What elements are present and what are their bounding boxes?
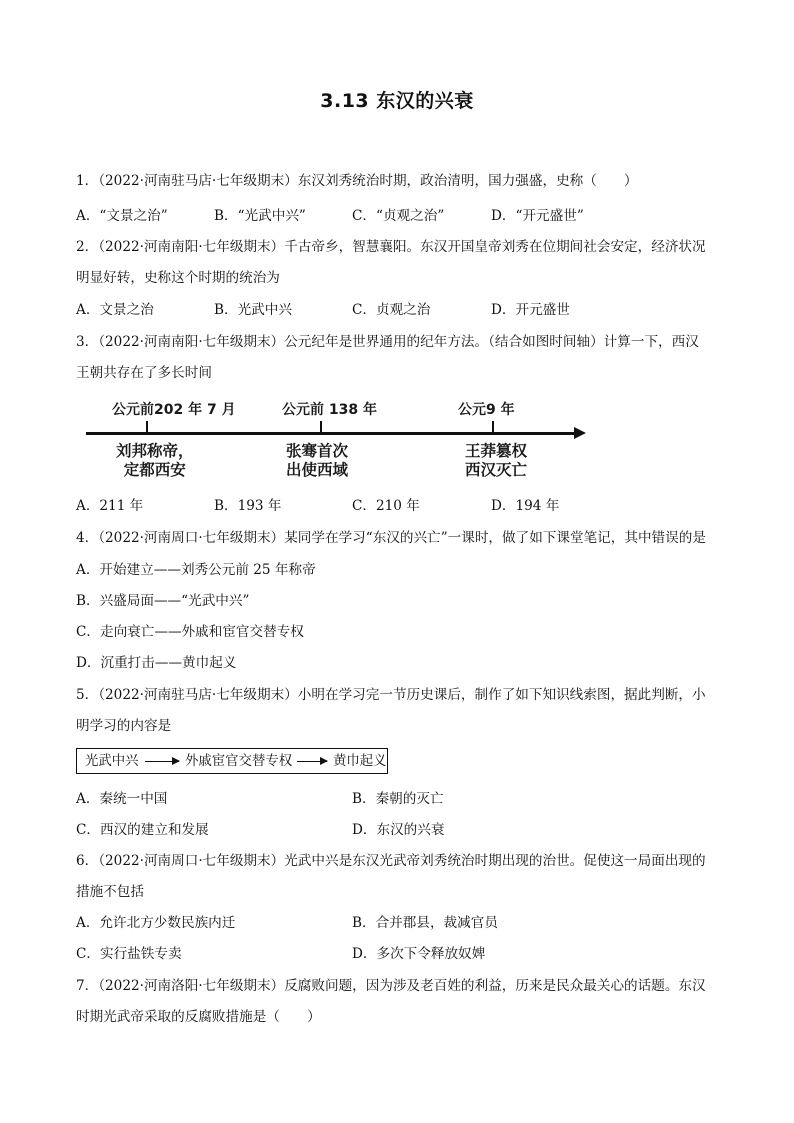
question-3-text: 3．（2022·河南南阳·七年级期末）公元纪年是世界通用的纪年方法。（结合如图时间轴）计算一下，西汉	[76, 334, 699, 350]
flow-arrow-icon	[297, 761, 327, 762]
flow-step-1: 光武中兴	[85, 754, 139, 769]
timeline-arrow-head	[574, 427, 586, 439]
question-5-text: 5．（2022·河南驻马店·七年级期末）小明在学习完一节历史课后，制作了如下知识线索图，据此判断，小	[76, 687, 706, 703]
question-1-option-b[interactable]: B．“光武中兴”	[214, 208, 306, 224]
timeline-event-3-line-1: 王莽篡权	[465, 442, 528, 460]
question-6-option-d[interactable]: D．多次下令释放奴婢	[352, 946, 486, 962]
question-6-text: 6．（2022·河南周口·七年级期末）光武中兴是东汉光武帝刘秀统治时期出现的治世。促使这一局面出现的	[76, 853, 706, 869]
question-6-option-a[interactable]: A．允许北方少数民族内迁	[76, 915, 236, 931]
question-3-option-c[interactable]: C．210 年	[352, 498, 420, 514]
timeline-date-1: 公元前202 年 7 月	[112, 402, 236, 418]
timeline-event-1	[116, 442, 194, 480]
question-4-option-a[interactable]: A．开始建立——刘秀公元前 25 年称帝	[76, 562, 316, 578]
flow-step-2: 外戚宦官交替专权	[185, 754, 293, 769]
question-2-option-c[interactable]: C．贞观之治	[352, 302, 431, 318]
page-title: 3.13 东汉的兴衰	[320, 90, 474, 112]
question-5-text-cont: 明学习的内容是	[76, 718, 172, 734]
question-4-text: 4．（2022·河南周口·七年级期末）某同学在学习“东汉的兴亡”一课时，做了如下课堂笔记，其中错误的是	[76, 530, 706, 546]
question-2-option-a[interactable]: A．文景之治	[76, 302, 154, 318]
timeline-event-1-line-1: 刘邦称帝，	[116, 442, 194, 460]
question-6-text-cont: 措施不包括	[76, 884, 144, 900]
timeline-figure	[82, 396, 592, 486]
question-3-text-cont: 王朝共存在了多长时间	[76, 365, 212, 381]
question-2-text-cont: 明显好转，史称这个时期的统治为	[76, 270, 280, 286]
question-4-option-d[interactable]: D．沉重打击——黄巾起义	[76, 655, 237, 671]
knowledge-flow-diagram	[76, 748, 388, 774]
timeline-event-2-line-1: 张骞首次	[286, 442, 349, 460]
timeline-event-2-line-2: 出使西域	[286, 461, 349, 479]
question-1-text: 1．（2022·河南驻马店·七年级期末）东汉刘秀统治时期，政治清明，国力强盛，史称（ ）	[76, 173, 638, 189]
timeline-event-3-line-2: 西汉灭亡	[465, 461, 528, 479]
question-5-option-d[interactable]: D．东汉的兴衰	[352, 822, 445, 838]
timeline-event-3	[465, 442, 527, 480]
timeline-date-2: 公元前 138 年	[282, 402, 377, 418]
timeline-tick	[320, 421, 322, 433]
timeline-axis	[86, 432, 576, 435]
timeline-date-3: 公元9 年	[458, 402, 515, 418]
flow-step-3: 黄巾起义	[333, 754, 387, 769]
question-6-option-c[interactable]: C．实行盐铁专卖	[76, 946, 182, 962]
question-7-text: 7．（2022·河南洛阳·七年级期末）反腐败问题，因为涉及老百姓的利益，历来是民众最关心的话题。东汉	[76, 978, 706, 994]
flow-arrow-icon	[145, 761, 179, 762]
question-3-option-d[interactable]: D．194 年	[491, 498, 560, 514]
question-4-option-c[interactable]: C．走向衰亡——外戚和宦官交替专权	[76, 624, 304, 640]
question-3-option-a[interactable]: A．211 年	[76, 498, 144, 514]
question-2-option-b[interactable]: B．光武中兴	[214, 302, 292, 318]
question-4-option-b[interactable]: B．兴盛局面——“光武中兴”	[76, 593, 250, 609]
question-7-text-cont: 时期光武帝采取的反腐败措施是（ ）	[76, 1009, 321, 1025]
question-1-option-d[interactable]: D．“开元盛世”	[491, 208, 584, 224]
question-1-option-a[interactable]: A．“文景之治”	[76, 208, 168, 224]
timeline-tick	[146, 421, 148, 433]
question-5-option-b[interactable]: B．秦朝的灭亡	[352, 791, 444, 807]
question-2-text: 2．（2022·河南南阳·七年级期末）千古帝乡，智慧襄阳。东汉开国皇帝刘秀在位期间社会安定，经济状况	[76, 239, 706, 255]
question-6-option-b[interactable]: B．合并郡县，裁减官员	[352, 915, 498, 931]
timeline-event-1-line-2: 定都西安	[123, 461, 186, 479]
question-5-option-c[interactable]: C．西汉的建立和发展	[76, 822, 209, 838]
question-3-option-b[interactable]: B．193 年	[214, 498, 282, 514]
question-2-option-d[interactable]: D．开元盛世	[491, 302, 570, 318]
timeline-tick	[492, 421, 494, 433]
timeline-event-2	[286, 442, 348, 480]
question-5-option-a[interactable]: A．秦统一中国	[76, 791, 168, 807]
question-1-option-c[interactable]: C．“贞观之治”	[352, 208, 445, 224]
